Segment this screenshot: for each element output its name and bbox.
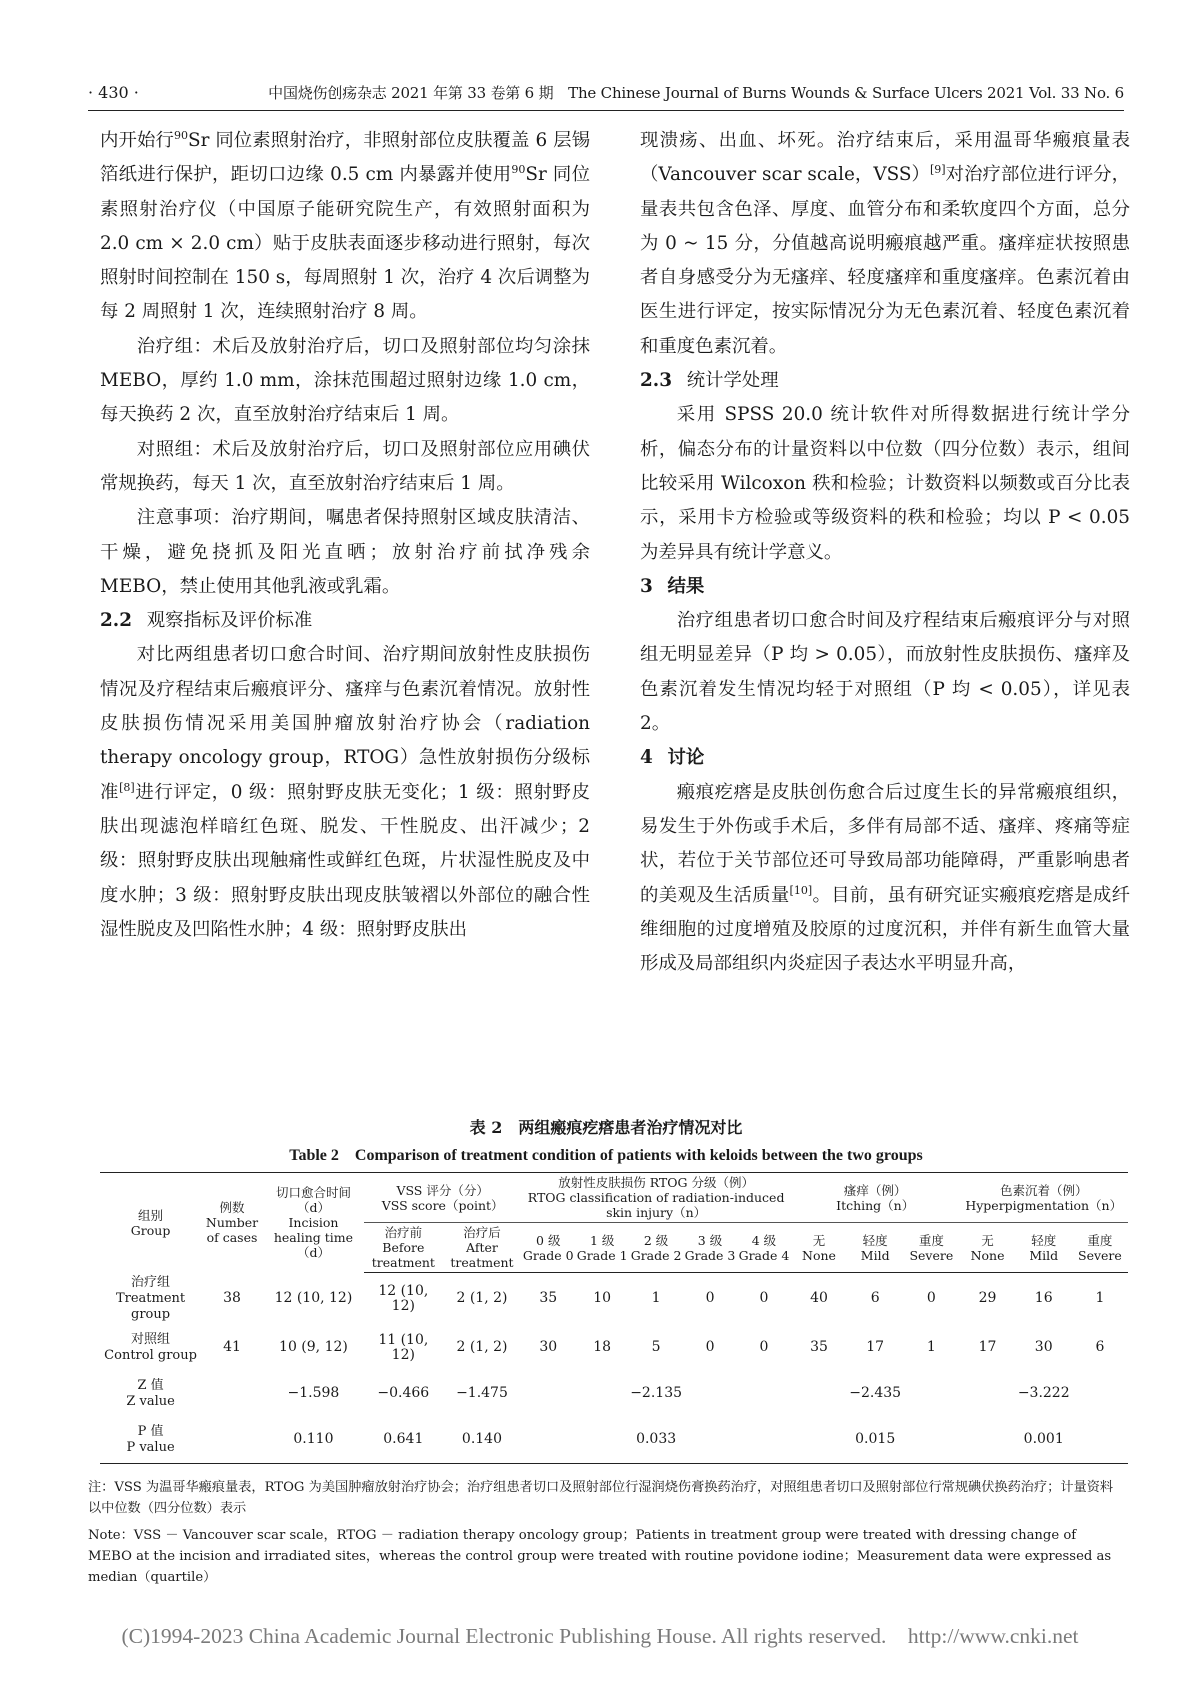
running-header [88, 80, 1124, 111]
header-grade-4: 4 级 Grade 4 [737, 1223, 791, 1273]
table-note-en: Note：VSS － Vancouver scar scale，RTOG － radiation therapy oncology group；Patients in treatment group were treated with dressing change of MEBO at the incision and irradiated sites，whereas the control group were treated with routine povidone iodine；Measurement data were expressed as median（quartile） [88, 1528, 1112, 1585]
header-grade-0: 0 级 Grade 0 [521, 1223, 575, 1273]
header-vss-after: 治疗后 After treatment [443, 1223, 522, 1273]
header-rtog: 放射性皮肤损伤 RTOG 分级（例） RTOG classification of radiation-induced skin injury（n） [521, 1173, 791, 1223]
section-heading-2-3: 2.3 统计学处理 [640, 370, 779, 392]
paragraph-precautions: 注意事项：治疗期间，嘱患者保持照射区域皮肤清洁、干燥，避免挠抓及阳光直晒；放射治疗前拭净残余 MEBO，禁止使用其他乳液或乳霜。 [100, 507, 590, 597]
header-vss: VSS 评分（分） VSS score（point） [364, 1173, 521, 1223]
section-heading-4: 4 讨论 [640, 747, 705, 769]
table-notes [88, 1477, 1124, 1594]
paragraph-treatment-group: 治疗组：术后及放射治疗后，切口及照射部位均匀涂抹 MEBO，厚约 1.0 mm，涂抹范围超过照射边缘 1.0 cm，每天换药 2 次，直至放射治疗结束后 1 周。 [100, 335, 590, 426]
paragraph: 内开始行$^{90}$Sr 同位素照射治疗，非照射部位皮肤覆盖 6 层锡箔纸进行保护，距切口边缘 0.5 cm 内暴露并使用$^{90}$Sr 同位素照射治疗仪（中国原子能研究院生产，有效照射面积为 2.0 cm × 2.0 cm）贴于皮肤表面逐步移动进行照射，每次照射时间控制在 150 s，每周照射 1 次，治疗 4 次后调整为每 2 周照射 1 次，连续照射治疗 8 周。 [100, 128, 590, 323]
paragraph-control-group: 对照组：术后及放射治疗后，切口及照射部位应用碘伏常规换药，每天 1 次，直至放射治疗结束后 1 周。 [100, 438, 590, 494]
header-vss-before: 治疗前 Before treatment [364, 1223, 443, 1273]
header-itch-severe: 重度 Severe [903, 1223, 959, 1273]
header-itching: 瘙痒（例） Itching（n） [791, 1173, 960, 1223]
table-row: 对照组 Control group 41 10 (9, 12) 11 (10, 12) 2 (1, 2) 30 18 5 0 0 35 17 1 17 30 6 [104, 1331, 1105, 1363]
table-caption-en: Table 2 Comparison of treatment condition of patients with keloids between the two groups [289, 1147, 923, 1164]
journal-title: 中国烧伤创疡杂志 2021 年第 33 卷第 6 期 The Chinese Journal of Burns Wounds & Surface Ulcers 2021 Vol. 33 No. 6 [268, 84, 1124, 102]
data-table [100, 1172, 1128, 1464]
table-caption-cn: 表 2 两组瘢痕疙瘩患者治疗情况对比 [469, 1118, 743, 1137]
header-hyperpigmentation: 色素沉着（例） Hyperpigmentation（n） [959, 1173, 1128, 1223]
table-row-z-value: Z 值 Z value −1.598 −0.466 −1.475 −2.135 −2.435 −3.222 [126, 1377, 1070, 1409]
header-pig-severe: 重度 Severe [1072, 1223, 1128, 1273]
paragraph-statistics: 采用 SPSS 20.0 统计软件对所得数据进行统计学分析，偏态分布的计量资料以中位数（四分位数）表示，组间比较采用 Wilcoxon 秩和检验；计数资料以频数或百分比表示，采用卡方检验或等级资料的秩和检验；均以 P < 0.05 为差异具有统计学意义。 [640, 404, 1130, 563]
copyright-footer: (C)1994-2023 China Academic Journal Electronic Publishing House. All rights reserved. http://www.cnki.net [121, 1624, 1079, 1648]
header-cases: 例数 Number of cases [201, 1173, 263, 1273]
paragraph-results: 治疗组患者切口愈合时间及疗程结束后瘢痕评分与对照组无明显差异（P 均 > 0.05），而放射性皮肤损伤、瘙痒及色素沉着发生情况均轻于对照组（P 均 < 0.05），详见表 2。 [640, 610, 1130, 735]
header-pig-mild: 轻度 Mild [1016, 1223, 1072, 1273]
header-group: 组别 Group [100, 1173, 201, 1273]
header-healing-time: 切口愈合时间（d） Incision healing time（d） [263, 1173, 364, 1273]
paragraph: 现溃疡、出血、坏死。治疗结束后，采用温哥华瘢痕量表（Vancouver scar scale，VSS）[9]对治疗部位进行评分，量表共包含色泽、厚度、血管分布和柔软度四个方面，总分为 0 ~ 15 分，分值越高说明瘢痕越严重。瘙痒症状按照患者自身感受分为无瘙痒、轻度瘙痒和重度瘙痒。色素沉着由医生进行评定，按实际情况分为无色素沉着、轻度色素沉着和重度色素沉着。 [640, 130, 1130, 357]
header-grade-1: 1 级 Grade 1 [575, 1223, 629, 1273]
header-itch-none: 无 None [791, 1223, 847, 1273]
left-column [100, 124, 590, 947]
page-number: · 430 · [88, 83, 139, 102]
right-column [640, 124, 1130, 981]
paragraph-discussion: 瘢痕疙瘩是皮肤创伤愈合后过度生长的异常瘢痕组织，易发生于外伤或手术后，多伴有局部不适、瘙痒、疼痛等症状，若位于关节部位还可导致局部功能障碍，严重影响患者的美观及生活质量[10]。目前，虽有研究证实瘢痕疙瘩是成纤维细胞的过度增殖及胶原的过度沉积，并伴有新生血管大量形成及局部组织内炎症因子表达水平明显升高， [640, 781, 1130, 975]
section-heading-3: 3 结果 [640, 575, 705, 597]
table-row: 治疗组 Treatment group 38 12 (10, 12) 12 (10, 12) 2 (1, 2) 35 10 1 0 0 40 6 0 29 16 1 [115, 1274, 1105, 1322]
table-row-p-value: P 值 P value 0.110 0.641 0.140 0.033 0.015 0.001 [100, 1417, 1128, 1464]
header-grade-3: 3 级 Grade 3 [683, 1223, 737, 1273]
paragraph: 对比两组患者切口愈合时间、治疗期间放射性皮肤损伤情况及疗程结束后瘢痕评分、瘙痒与色素沉着情况。放射性皮肤损伤情况采用美国肿瘤放射治疗协会（radiation therapy oncology group，RTOG）急性放射损伤分级标准[8]进行评定，0 级：照射野皮肤无变化；1 级：照射野皮肤出现滤泡样暗红色斑、脱发、干性脱皮、出汗减少；2 级：照射野皮肤出现触痛性或鲜红色斑，片状湿性脱皮及中度水肿；3 级：照射野皮肤出现皮肤皱褶以外部位的融合性湿性脱皮及凹陷性水肿；4 级：照射野皮肤出 [100, 644, 590, 940]
table-note-cn: 注：VSS 为温哥华瘢痕量表，RTOG 为美国肿瘤放射治疗协会；治疗组患者切口及照射部位行湿润烧伤膏换药治疗，对照组患者切口及照射部位行常规碘伏换药治疗；计量资料以中位数（四分位数）表示 [88, 1480, 1114, 1516]
header-itch-mild: 轻度 Mild [847, 1223, 903, 1273]
header-pig-none: 无 None [959, 1223, 1015, 1273]
header-grade-2: 2 级 Grade 2 [629, 1223, 683, 1273]
section-heading-2-2: 2.2 观察指标及评价标准 [100, 610, 313, 632]
